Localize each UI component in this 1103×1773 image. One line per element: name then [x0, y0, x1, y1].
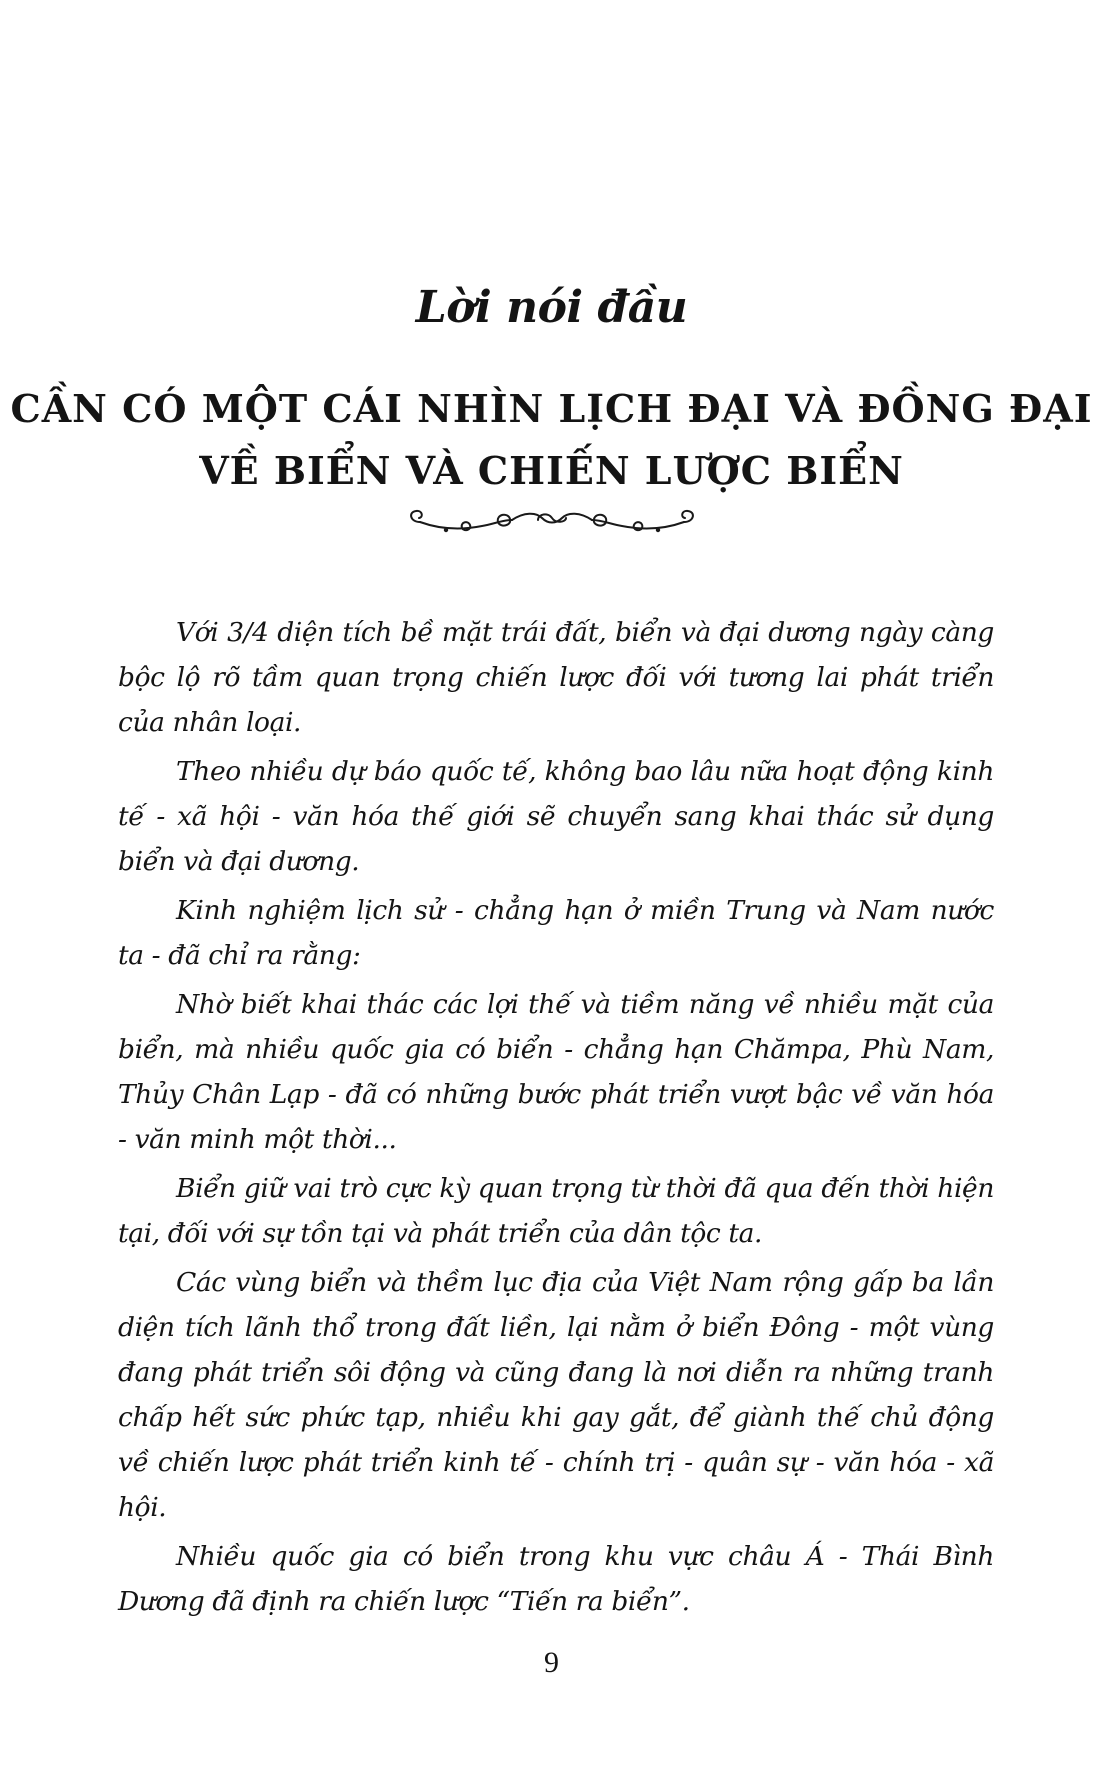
paragraph: Biển giữ vai trò cực kỳ quan trọng từ thời đã qua đến thời hiện tại, đối với sự tồn tại và phát triển của dân tộc ta. — [118, 1173, 994, 1249]
body-text — [118, 610, 994, 1628]
paragraph: Các vùng biển và thềm lục địa của Việt Nam rộng gấp ba lần diện tích lãnh thổ trong đất liền, lại nằm ở biển Đông - một vùng đang phát triển sôi động và cũng đang là nơi diễn ra những tranh chấp hết sức phức tạp, nhiều khi gay gắt, để giành thế chủ động về chiến lược phát triển kinh tế - chính trị - quân sự - văn hóa - xã hội. — [118, 1267, 994, 1523]
paragraph: Nhiều quốc gia có biển trong khu vực châu Á - Thái Bình Dương đã định ra chiến lược “Tiến ra biển”. — [118, 1541, 994, 1617]
preface-label: Lời nói đầu — [415, 282, 688, 333]
paragraph: Với 3/4 diện tích bề mặt trái đất, biển và đại dương ngày càng bộc lộ rõ tầm quan trọng chiến lược đối với tương lai phát triển của nhân loại. — [118, 617, 994, 738]
chapter-title-line-2: VỀ BIỂN VÀ CHIẾN LƯỢC BIỂN — [199, 448, 904, 493]
paragraph: Nhờ biết khai thác các lợi thế và tiềm năng về nhiều mặt của biển, mà nhiều quốc gia có biển - chẳng hạn Chămpa, Phù Nam, Thủy Chân Lạp - đã có những bước phát triển vượt bậc về văn hóa - văn minh một thời... — [118, 989, 994, 1155]
chapter-title — [0, 378, 1103, 502]
paragraph: Kinh nghiệm lịch sử - chẳng hạn ở miền Trung và Nam nước ta - đã chỉ ra rằng: — [118, 895, 994, 971]
page-number: 9 — [544, 1646, 559, 1679]
chapter-title-line-1: CẦN CÓ MỘT CÁI NHÌN LỊCH ĐẠI VÀ ĐỒNG ĐẠI — [10, 386, 1093, 431]
paragraph: Theo nhiều dự báo quốc tế, không bao lâu nữa hoạt động kinh tế - xã hội - văn hóa thế giới sẽ chuyển sang khai thác sử dụng biển và đại dương. — [118, 756, 994, 877]
scroll-flourish-divider-icon — [402, 500, 702, 540]
